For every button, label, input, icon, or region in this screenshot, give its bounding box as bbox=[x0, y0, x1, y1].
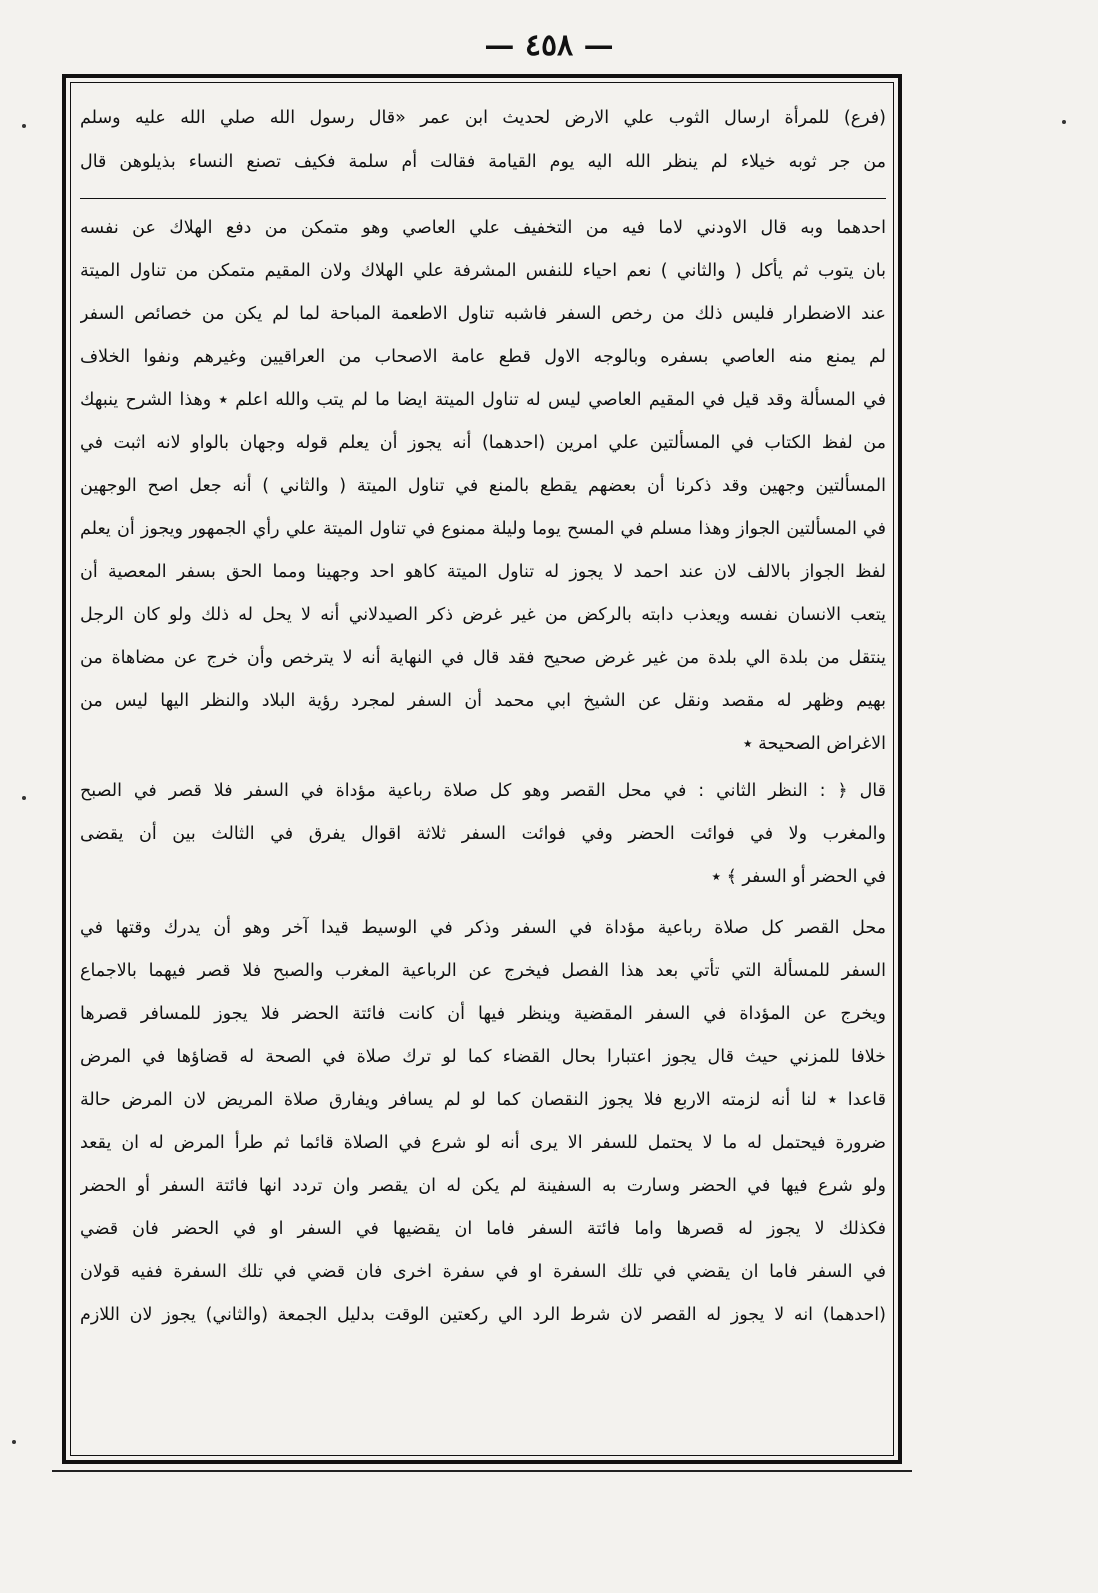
spacer bbox=[80, 899, 886, 907]
page-number: — ٤٥٨ — bbox=[484, 28, 614, 63]
text-line: محل القصر كل صلاة رباعية مؤداة في السفر وذكر في الوسيط قيدا آخر وهو أن يدرك وقتها في bbox=[80, 918, 886, 938]
text-line: لم يمنع منه العاصي بسفره وبالوجه الاول قطع عامة الاصحاب من العراقيين وغيرهم ونفوا الخلاف bbox=[80, 347, 886, 367]
section-divider bbox=[80, 198, 886, 201]
text-line: ضرورة فيحتمل له ما لا يحتمل للسفر الا يرى أنه لو شرع في الصلاة قائما ثم طرأ المرض له ان يقعد bbox=[80, 1133, 886, 1153]
text-line: في السفر فاما ان يقضي في تلك السفرة او في سفرة اخرى فان قضي في تلك السفرة ففيه قولان bbox=[80, 1262, 886, 1282]
text-line: يتعب الانسان نفسه ويعذب دابته بالركض من غير غرض ذكر الصيدلاني أنه لا يحل له ذلك ولو كان الرجل bbox=[80, 605, 886, 625]
commentary-block-1 bbox=[80, 207, 886, 766]
text-line: لفظ الجواز بالالف لان عند احمد لا يجوز له تناول الميتة كاهو احد وجهينا ومما الحق بسفر المعصية أن bbox=[80, 562, 886, 582]
text-line: من جر ثوبه خيلاء لم ينظر الله اليه يوم القيامة فقالت أم سلمة فكيف تصنع النساء بذيلوهن قال bbox=[80, 152, 886, 172]
text-line: السفر للمسألة التي تأتي بعد هذا الفصل فيخرج عن الرباعية المغرب والصبح فلا قصر فيهما بالاجماع bbox=[80, 961, 886, 981]
text-line: فكذلك لا يجوز له قصرها واما فائتة السفر فاما ان يقضيها في السفر او في الحضر فان قضي bbox=[80, 1219, 886, 1239]
bottom-rule bbox=[52, 1470, 912, 1472]
page-content bbox=[80, 96, 886, 1337]
text-line: قاعدا ٭ لنا أنه لزمته الاربع فلا يجوز النقصان كما لو لم يسافر ويفارق صلاة المريض لان المرض حالة bbox=[80, 1090, 886, 1110]
text-line: الاغراض الصحيحة ٭ bbox=[743, 734, 886, 754]
text-line: بهيم وظهر له مقصد ونقل عن الشيخ ابي محمد أن السفر لمجرد رؤية البلاد والنظر اليها ليس من bbox=[80, 691, 886, 711]
text-line: قال ﴿ : النظر الثاني : في محل القصر وهو كل صلاة رباعية مؤداة في السفر فلا قصر في الصبح bbox=[80, 781, 886, 801]
text-line: من لفظ الكتاب في المسألتين علي امرين (احدهما) أنه يجوز أن يعلم قوله وجهان بالواو لانه اثبت في bbox=[80, 433, 886, 453]
text-line: ينتقل من بلدة الي بلدة من غير غرض صحيح فقد قال في النهاية أنه لا يترخص وأن خرج عن مضاهاة من bbox=[80, 648, 886, 668]
text-line: ويخرج عن المؤداة في السفر المقضية وينظر فيها أن كانت فائتة الحضر فلا يجوز للمسافر قصرها bbox=[80, 1004, 886, 1024]
text-line: المسألتين وجهين وقد ذكرنا أن بعضهم يقطع بالمنع في تناول الميتة ( والثاني ) أنه جعل اصح الوجهين bbox=[80, 476, 886, 496]
text-line: بان يتوب ثم يأكل ( والثاني ) نعم احياء للنفس المشرفة علي الهلاك ولان المقيم متمكن من تناول الميتة bbox=[80, 261, 886, 281]
text-line: (فرع) للمرأة ارسال الثوب علي الارض لحديث ابن عمر «قال رسول الله صلي الله عليه وسلم bbox=[80, 108, 886, 128]
scan-speck bbox=[22, 124, 26, 128]
scan-speck bbox=[12, 1440, 16, 1444]
text-line: في المسألة وقد قيل في المقيم العاصي ليس له تناول الميتة ايضا ما لم يتب والله اعلم ٭ وهذا الشرح ينبهك bbox=[80, 390, 886, 410]
scan-speck bbox=[22, 796, 26, 800]
matn-block bbox=[80, 770, 886, 899]
commentary-block-2 bbox=[80, 907, 886, 1337]
text-line: احدهما وبه قال الاودني لاما فيه من التخفيف علي العاصي وهو متمكن من دفع الهلاك عن نفسه bbox=[80, 218, 886, 238]
text-line: ولو شرع فيها في الحضر وسارت به السفينة لم يكن له ان يقصر وان تردد انها فائتة السفر أو الحضر bbox=[80, 1176, 886, 1196]
scan-speck bbox=[1062, 120, 1066, 124]
text-line: (احدهما) انه لا يجوز له القصر لان شرط الرد الي ركعتين الوقت بدليل الجمعة (والثاني) يجوز لان اللازم bbox=[80, 1305, 886, 1325]
text-line: في المسألتين الجواز وهذا مسلم في المسح يوما وليلة ممنوع في تناول الميتة علي رأي الجمهور ويجوز أن يعلم bbox=[80, 519, 886, 539]
text-line: عند الاضطرار فليس ذلك من رخص السفر فاشبه تناول الاطعمة المباحة لما لم يكن من خصائص السفر bbox=[80, 304, 886, 324]
header-text bbox=[80, 96, 886, 184]
text-line: والمغرب ولا في فوائت الحضر وفي فوائت السفر ثلاثة اقوال يفرق في الثالث بين أن يقضى bbox=[80, 824, 886, 844]
text-line: خلافا للمزني حيث قال يجوز اعتبارا بحال القضاء كما لو ترك صلاة في الصحة له قضاؤها في المرض bbox=[80, 1047, 886, 1067]
text-line: في الحضر أو السفر ﴾ ٭ bbox=[711, 867, 886, 887]
